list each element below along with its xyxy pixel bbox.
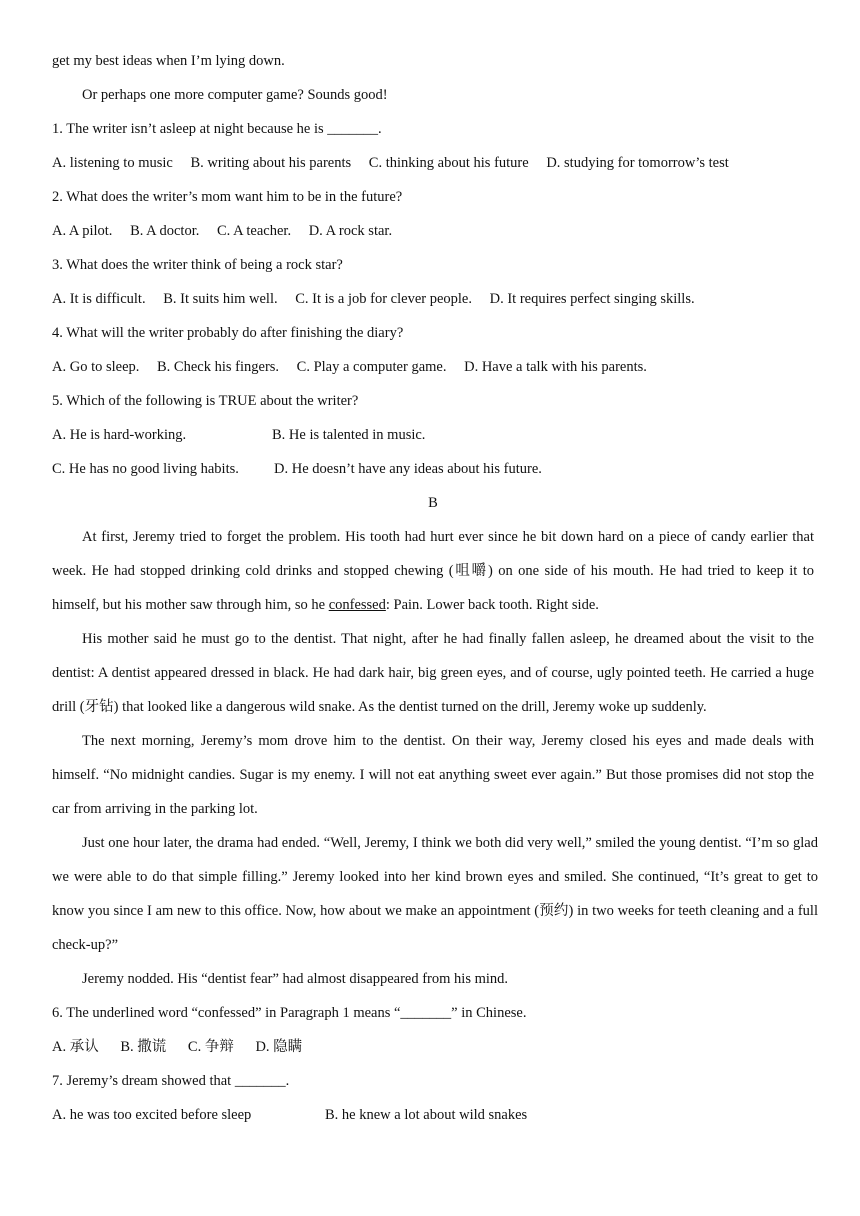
intro-line-1: get my best ideas when I’m lying down. (52, 53, 285, 69)
option-4a[interactable]: A. Go to sleep. (52, 359, 140, 375)
passage-paragraph-3: The next morning, Jeremy’s mom drove him to the dentist. On their way, Jeremy closed his eyes and made deals with himself. “No midnight candies. Sugar is my enemy. I will not eat anything sweet ever again.” But those promises did not stop the car from arriving in the parking lot. (52, 733, 814, 817)
option-2d[interactable]: D. A rock star. (308, 223, 393, 239)
option-3b[interactable]: B. It suits him well. (163, 291, 278, 307)
question-4: 4. What will the writer probably do after finishing the diary? (52, 325, 404, 341)
question-1-options (52, 146, 814, 180)
option-2a[interactable]: A. A pilot. (52, 223, 113, 239)
question-4-options (52, 350, 814, 384)
option-4b[interactable]: B. Check his fingers. (157, 359, 280, 375)
option-1b[interactable]: B. writing about his parents (190, 155, 352, 171)
option-3a[interactable]: A. It is difficult. (52, 291, 146, 307)
option-5c[interactable]: C. He has no good living habits. (52, 461, 239, 477)
option-6b[interactable]: B. 撒谎 (120, 1039, 167, 1055)
option-6c[interactable]: C. 争辩 (187, 1039, 234, 1055)
option-2c[interactable]: C. A teacher. (216, 223, 292, 239)
question-5-options-row-1 (52, 418, 814, 452)
question-5: 5. Which of the following is TRUE about the writer? (52, 393, 359, 409)
option-1a[interactable]: A. listening to music (52, 155, 173, 171)
question-1: 1. The writer isn’t asleep at night because he is _______. (52, 121, 382, 137)
passage-paragraph-2: His mother said he must go to the dentist. That night, after he had finally fallen asleep, he dreamed about the visit to the dentist: A dentist appeared dressed in black. He had dark hair, big green eyes, and of course, ugly pointed teeth. He carried a huge drill (牙钻) that looked like a dangerous wild snake. As the dentist turned on the drill, Jeremy woke up suddenly. (52, 631, 814, 715)
question-7-options (52, 1098, 814, 1132)
passage-paragraph-5: Jeremy nodded. His “dentist fear” had almost disappeared from his mind. (82, 971, 509, 987)
option-3d[interactable]: D. It requires perfect singing skills. (489, 291, 695, 307)
paragraph-1-text-end: : Pain. Lower back tooth. Right side. (385, 597, 599, 613)
question-2-options (52, 214, 814, 248)
option-5a[interactable]: A. He is hard-working. (52, 427, 187, 443)
option-1d[interactable]: D. studying for tomorrow’s test (546, 155, 729, 171)
section-heading: B (428, 495, 438, 511)
option-4d[interactable]: D. Have a talk with his parents. (464, 359, 647, 375)
question-7: 7. Jeremy’s dream showed that _______. (52, 1073, 290, 1089)
intro-line-2: Or perhaps one more computer game? Sounds good! (82, 87, 388, 103)
option-6a[interactable]: A. 承认 (52, 1039, 99, 1055)
option-2b[interactable]: B. A doctor. (130, 223, 200, 239)
question-5-options-row-2 (52, 452, 814, 486)
option-7b[interactable]: B. he knew a lot about wild snakes (325, 1107, 528, 1123)
option-6d[interactable]: D. 隐瞒 (255, 1039, 303, 1055)
option-4c[interactable]: C. Play a computer game. (296, 359, 447, 375)
passage-paragraph-1 (52, 520, 814, 622)
question-6: 6. The underlined word “confessed” in Paragraph 1 means “_______” in Chinese. (52, 1005, 527, 1021)
option-7a[interactable]: A. he was too excited before sleep (52, 1107, 252, 1123)
underlined-word: confessed (328, 597, 386, 613)
option-1c[interactable]: C. thinking about his future (368, 155, 529, 171)
question-3: 3. What does the writer think of being a rock star? (52, 257, 343, 273)
paragraph-1-text-start: At first, Jeremy tried to forget the problem. His tooth had hurt ever since he bit down hard on a piece of candy earlier that week. He had stopped drinking cold drinks and stopped chewing (咀嚼) on one side of his mouth. He had tried to keep it to himself, but his mother saw through him, so he (52, 529, 814, 613)
option-3c[interactable]: C. It is a job for clever people. (295, 291, 472, 307)
option-5d[interactable]: D. He doesn’t have any ideas about his future. (274, 461, 542, 477)
option-5b[interactable]: B. He is talented in music. (272, 427, 426, 443)
document-page (52, 44, 818, 1132)
question-6-options (52, 1030, 814, 1064)
question-2: 2. What does the writer’s mom want him to be in the future? (52, 189, 403, 205)
passage-paragraph-4: Just one hour later, the drama had ended. “Well, Jeremy, I think we both did very well,” smiled the young dentist. “I’m so glad we were able to do that simple filling.” Jeremy looked into her kind brown eyes and smiled. She continued, “It’s great to get to know you since I am new to this office. Now, how about we make an appointment (预约) in two weeks for teeth cleaning and a full check-up?” (52, 835, 818, 953)
question-3-options (52, 282, 814, 316)
